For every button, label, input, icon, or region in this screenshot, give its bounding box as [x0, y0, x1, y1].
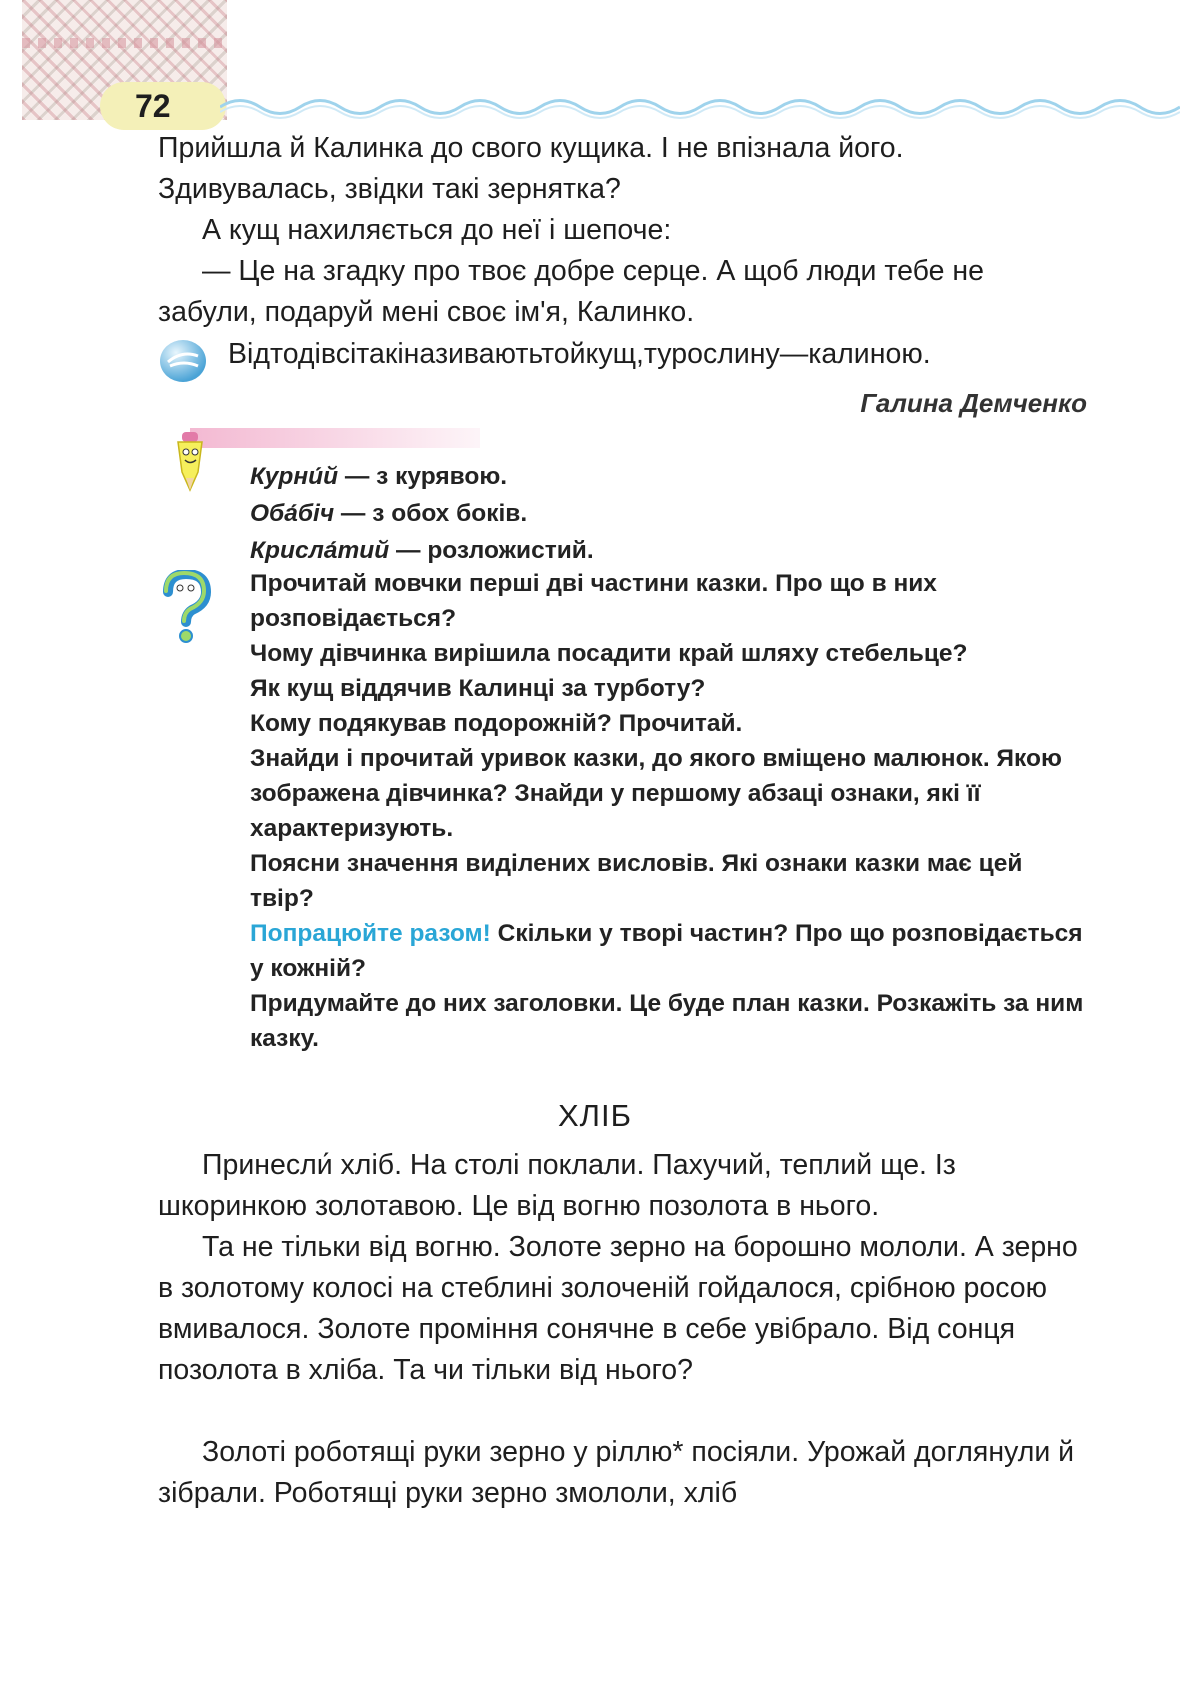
question-item-teamwork — [250, 916, 1090, 986]
glossary-definition: — з обох боків. — [334, 500, 528, 527]
glossary-term: Оба́біч — [250, 500, 335, 527]
wave-decoration — [220, 92, 1180, 122]
pencil-character-icon — [170, 428, 210, 498]
question-item: Прочитай мовчки перші дві частини казки. Про що в них розповідається? — [250, 570, 937, 632]
story1-paragraph-3: — Це на згадку про твоє добре серце. А щоб люди тебе не забули, подаруй мені своє ім'я, Калинко. — [158, 255, 984, 328]
question-item: Кому подякував подорожній? Прочитай. — [250, 710, 743, 737]
glossary-definition: — з курявою. — [338, 463, 508, 490]
question-item: Придумайте до них заголовки. Це буде план казки. Розкажіть за ним казку. — [250, 990, 1084, 1052]
glossary-definition: — розложистий. — [389, 537, 594, 564]
read-aloud-icon — [158, 336, 208, 386]
glossary-item — [250, 458, 1090, 495]
question-item: Чому дівчинка вирішила посадити край шляху стебельце? — [250, 640, 968, 667]
glossary-term: Курни́й — [250, 463, 339, 490]
page-number: 72 — [135, 88, 171, 124]
story1-paragraph-1: Прийшла й Калинка до свого кущика. І не впізнала його. Здивувалась, звідки такі зернятка? — [158, 132, 904, 205]
question-item: Знайди і прочитай уривок казки, до якого вміщено малюнок. Якою зображена дівчинка? Знайди у першому абзаці ознаки, які її характеризують. — [250, 745, 1062, 842]
story2-paragraph-2: Та не тільки від вогню. Золоте зерно на борошно мололи. А зерно в золотому колосі на стеблині золоченій гойдалося, срібною росою вмивалося. Золоте проміння сонячне в себе увібрало. Від сонця позолота в хліба. Та чи тільки від нього? — [158, 1231, 1078, 1386]
author-name: Галина Демченко — [860, 388, 1087, 418]
story2-paragraph-3: Золоті роботящі руки зерно у ріллю* посіяли. Урожай доглянули й зібрали. Роботящі руки зерно змололи, хліб — [158, 1436, 1075, 1509]
glossary-item — [250, 495, 1090, 532]
glossary-ribbon — [190, 428, 480, 448]
glossary-term: Крисла́тий — [250, 537, 390, 564]
story1-paragraph-2: А кущ нахиляється до неї і шепоче: — [202, 214, 672, 246]
question-item: Поясни значення виділених висловів. Які ознаки казки має цей твір? — [250, 850, 1023, 912]
story1-paragraph-4: Відтодівсітакіназиваютьтойкущ,турослину—калиною. — [228, 338, 931, 370]
questions-list — [250, 566, 1090, 1056]
glossary-item — [250, 532, 1090, 569]
question-mark-character-icon — [158, 570, 214, 646]
question-item: Як кущ віддячив Калинці за турботу? — [250, 675, 706, 702]
teamwork-text: Скільки у творі частин? Про що розповідається у кожній? — [250, 920, 1083, 982]
story2-title: ХЛІБ — [558, 1098, 632, 1133]
story2-paragraph-1: Принесли́ хліб. На столі поклали. Пахучий, теплий ще. Із шкоринкою золотавою. Це від вогню позолота в нього. — [158, 1149, 956, 1222]
glossary-list — [250, 458, 1090, 569]
teamwork-label: Попрацюйте разом! — [250, 920, 491, 947]
